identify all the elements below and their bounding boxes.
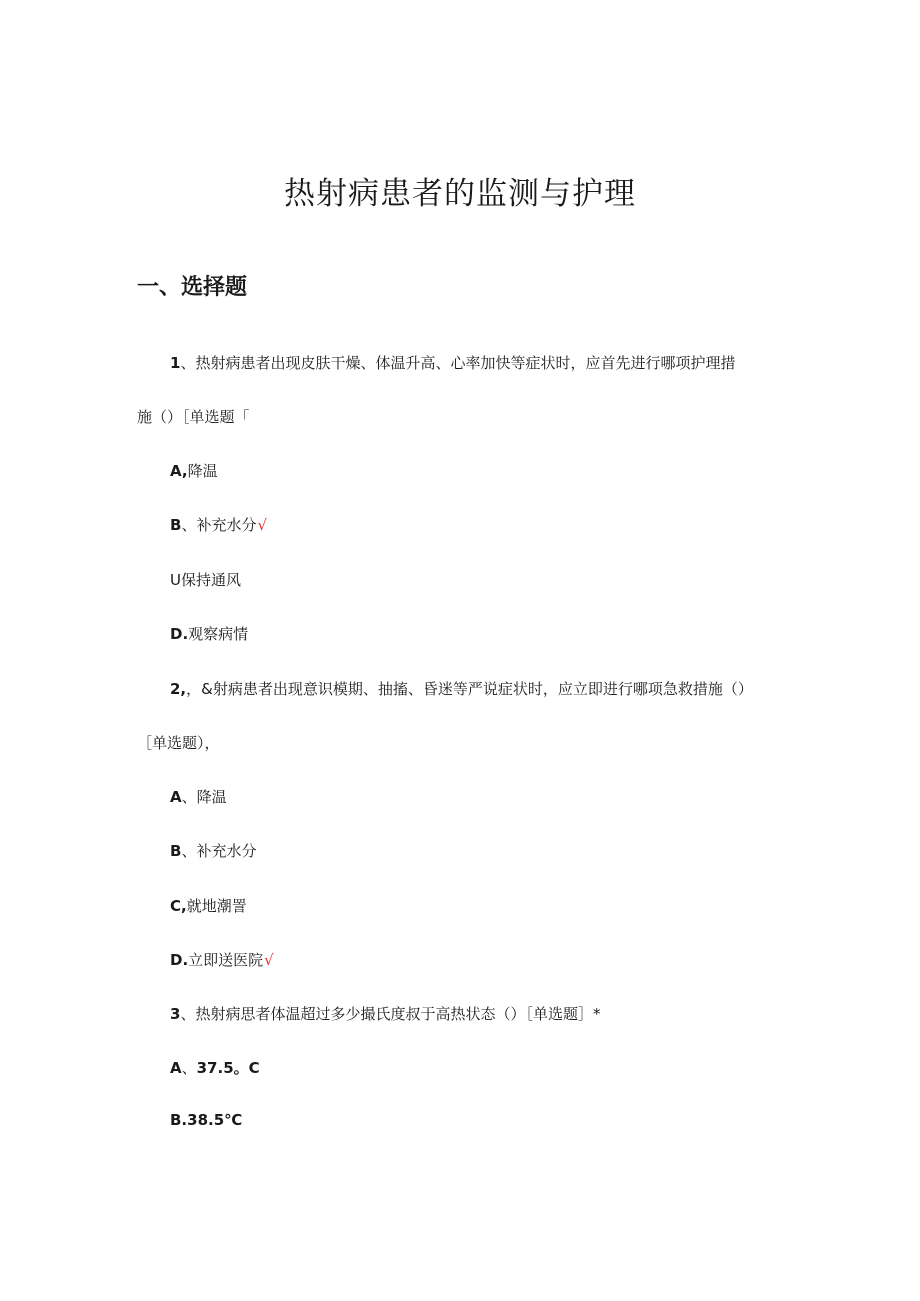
check-mark-icon: √	[257, 516, 268, 534]
q2-option-d	[170, 949, 274, 970]
q3-option-a-value: 37.5。C	[196, 1059, 260, 1077]
q2-option-b	[170, 840, 256, 861]
question-1-text	[170, 352, 735, 373]
question-1-number: 1	[170, 354, 181, 372]
q1-option-a-text: 降温	[187, 462, 218, 480]
q1-option-b-text: 、补充水分	[181, 516, 257, 534]
q1-option-b-label: B	[170, 516, 182, 534]
q2-option-a	[170, 786, 227, 807]
q1-option-c	[170, 569, 241, 590]
question-2-number: 2,	[170, 680, 187, 698]
question-2-text	[170, 678, 753, 699]
q1-option-d-text: 观察病情	[188, 625, 249, 643]
question-1-line2: 施（）［单选题「	[137, 408, 250, 426]
q2-option-b-text: 、补充水分	[181, 842, 257, 860]
q2-option-b-label: B	[170, 842, 182, 860]
question-3-number: 3	[170, 1005, 181, 1023]
q3-option-b-label: B.38.5℃	[170, 1111, 243, 1129]
question-1-line1: 、热射病患者出现皮肤干燥、体温升高、心率加快等症状时，应首先进行哪项护理措	[180, 354, 736, 372]
q3-option-a	[170, 1057, 260, 1078]
q3-option-b	[170, 1111, 242, 1129]
q1-option-b	[170, 514, 267, 535]
question-3-text	[170, 1003, 600, 1024]
q2-option-d-label: D.	[170, 951, 189, 969]
question-2-line1: ，&射病患者出现意识模期、抽搐、昏迷等严说症状时，应立即进行哪项急救措施（）	[186, 680, 753, 698]
q2-option-c-label: C,	[170, 897, 187, 915]
question-3-line1: 、热射病思者体温超过多少撮氏度叔于高热状态（）［单选题］*	[180, 1005, 601, 1023]
q1-option-d	[170, 623, 248, 644]
q3-option-a-label: A	[170, 1059, 182, 1077]
q2-option-c-text: 就地潮詈	[186, 897, 247, 915]
check-mark-icon: √	[264, 951, 274, 969]
q2-option-d-text: 立即送医院	[188, 951, 264, 969]
q1-option-d-label: D.	[170, 625, 189, 643]
q1-option-a-label: A,	[170, 462, 188, 480]
document-title: 热射病患者的监测与护理	[284, 176, 636, 212]
section-heading: 一、选择题	[137, 275, 248, 300]
q1-option-a	[170, 460, 218, 481]
q2-option-a-label: A	[170, 788, 182, 806]
q1-option-c-text: U保持通风	[170, 571, 241, 589]
question-2-line2: ［单选题），	[137, 734, 220, 752]
q3-option-a-text: 、	[181, 1059, 197, 1077]
q2-option-c	[170, 895, 247, 916]
q2-option-a-text: 、降温	[181, 788, 227, 806]
